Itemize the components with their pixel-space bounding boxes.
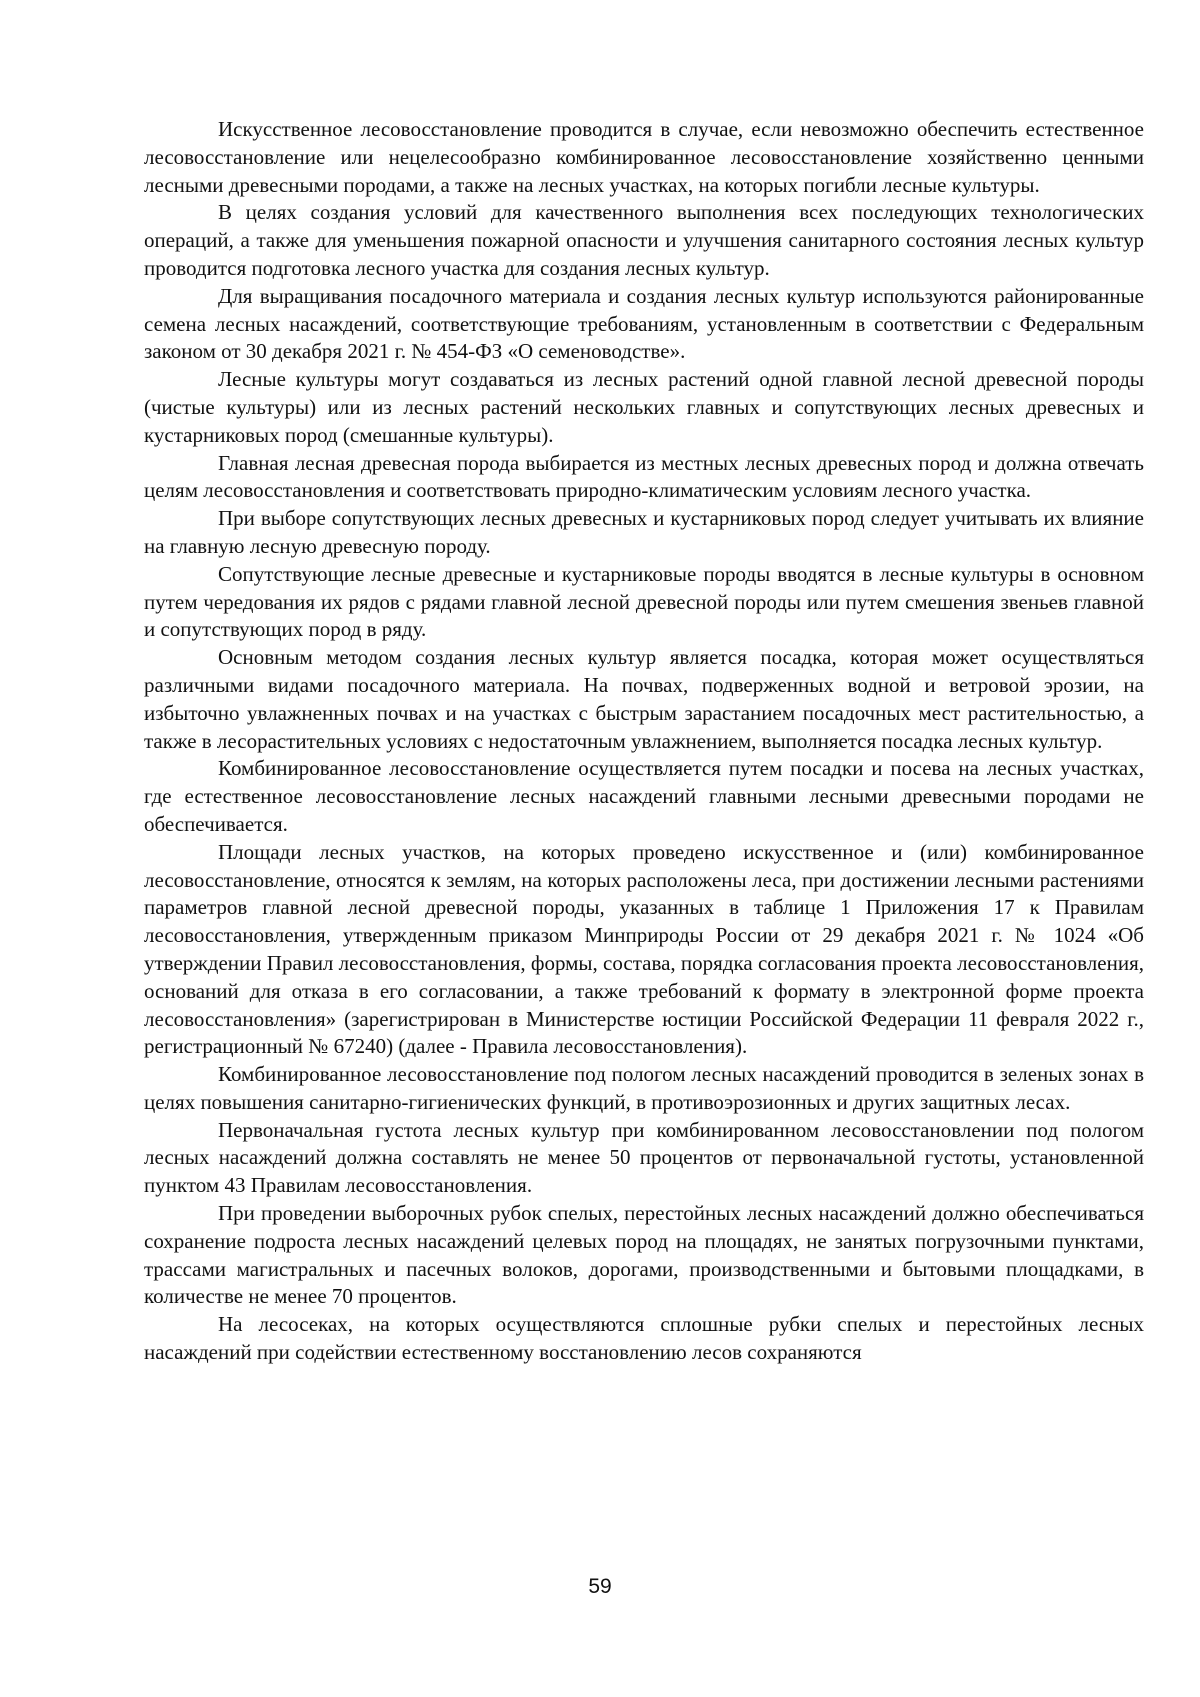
paragraph-initial-density: Первоначальная густота лесных культур при комбинированном лесовосстановлении под пологом лесных насаждений должна составлять не менее 50 процентов от первоначальной густоты, установленной пунктом 43 Правилам лесовосстановления. xyxy=(144,1117,1144,1198)
paragraph-forest-land-areas: Площади лесных участков, на которых проведено искусственное и (или) комбинированное лесовосстановление, относятся к землям, на которых расположены леса, при достижении лесными растениями параметров главной лесной древесной породы, указанных в таблице 1 Приложения 17 к Правилам лесовосстановления, утвержденным приказом Минприроды России от 29 декабря 2021 г. № 1024 «Об утверждении Правил лесовосстановления, формы, состава, порядка согласования проекта лесовосстановления, оснований для отказа в его согласовании, а также требований к формату в электронной форме проекта лесовосстановления» (зарегистрирован в Министерстве юстиции Российской Федерации 11 февраля 2022 г., регистрационный № 67240) (далее - Правила лесовосстановления). xyxy=(144,839,1144,1059)
paragraph-accompanying-species-choice: При выборе сопутствующих лесных древесных и кустарниковых пород следует учитывать их влияние на главную лесную древесную породу. xyxy=(144,506,1144,558)
page-number: 59 xyxy=(588,1575,612,1598)
paragraph-main-species: Главная лесная древесная порода выбирается из местных лесных древесных пород и должна отвечать целям лесовосстановления и соответствовать природно-климатическим условиям лесного участка. xyxy=(144,450,1144,503)
document-body xyxy=(144,116,1144,1367)
paragraph-combined-under-canopy: Комбинированное лесовосстановление под пологом лесных насаждений проводится в зеленых зонах в целях повышения санитарно-гигиенических функций, в противоэрозионных и других защитных лесах. xyxy=(144,1062,1144,1114)
paragraph-seed-material: Для выращивания посадочного материала и создания лесных культур используются районированные семена лесных насаждений, соответствующие требованиям, установленным в соответствии с Федеральным законом от 30 декабря 2021 г. № 454-ФЗ «О семеноводстве». xyxy=(144,283,1144,364)
paragraph-selective-cutting: При проведении выборочных рубок спелых, перестойных лесных насаждений должно обеспечиваться сохранение подроста лесных насаждений целевых пород на площадях, не занятых погрузочными пунктами, трассами магистральных и пасечных волоков, дорогами, производственными и бытовыми площадками, в количестве не менее 70 процентов. xyxy=(144,1201,1144,1309)
paragraph-pure-mixed-cultures: Лесные культуры могут создаваться из лесных растений одной главной лесной древесной породы (чистые культуры) или из лесных растений нескольких главных и сопутствующих лесных древесных и кустарниковых пород (смешанные культуры). xyxy=(144,367,1144,447)
paragraph-combined-reforestation: Комбинированное лесовосстановление осуществляется путем посадки и посева на лесных участках, где естественное лесовосстановление лесных насаждений главными лесными древесными породами не обеспечивается. xyxy=(144,756,1144,836)
paragraph-site-preparation: В целях создания условий для качественного выполнения всех последующих технологических операций, а также для уменьшения пожарной опасности и улучшения санитарного состояния лесных культур проводится подготовка лесного участка для создания лесных культур. xyxy=(144,200,1144,280)
paragraph-accompanying-species-introduction: Сопутствующие лесные древесные и кустарниковые породы вводятся в лесные культуры в основном путем чередования их рядов с рядами главной лесной древесной породы или путем смешения звеньев главной и сопутствующих пород в ряду. xyxy=(144,561,1144,642)
paragraph-clear-cutting: На лесосеках, на которых осуществляются сплошные рубки спелых и перестойных лесных насаждений при содействии естественному восстановлению лесов сохраняются xyxy=(144,1312,1144,1365)
paragraph-planting-method: Основным методом создания лесных культур является посадка, которая может осуществляться различными видами посадочного материала. На почвах, подверженных водной и ветровой эрозии, на избыточно увлажненных почвах и на участках с быстрым зарастанием посадочных мест растительностью, а также в лесорастительных условиях с недостаточным увлажнением, выполняется посадка лесных культур. xyxy=(144,645,1144,753)
paragraph-artificial-reforestation: Искусственное лесовосстановление проводится в случае, если невозможно обеспечить естественное лесовосстановление или нецелесообразно комбинированное лесовосстановление хозяйственно ценными лесными древесными породами, а также на лесных участках, на которых погибли лесные культуры. xyxy=(144,117,1144,197)
